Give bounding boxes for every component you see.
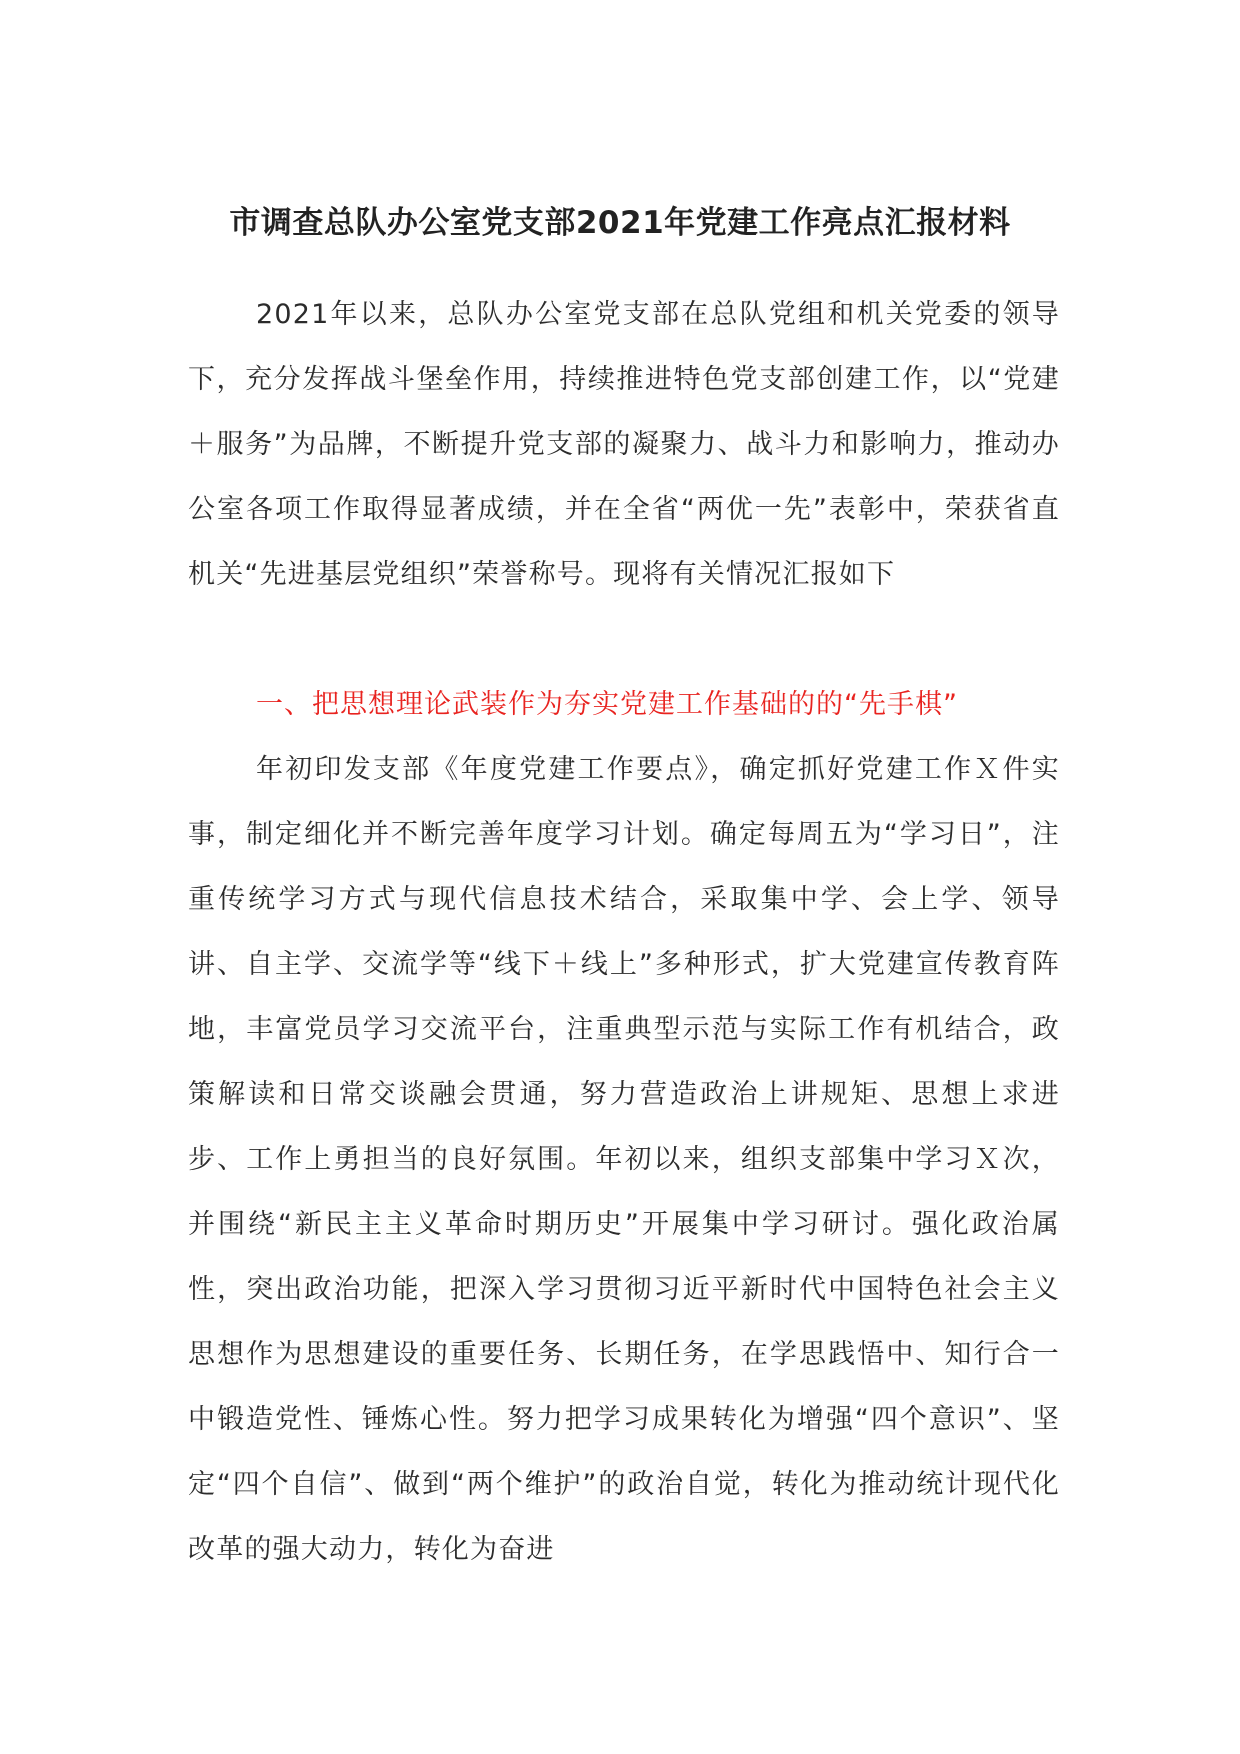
section-1-heading: 一、把思想理论武装作为夯实党建工作基础的的“先手棋” [256, 689, 958, 720]
section-1-paragraph: 年初印发支部《年度党建工作要点》，确定抓好党建工作Ｘ件实事，制定细化并不断完善年度学习计划。确定每周五为“学习日”，注重传统学习方式与现代信息技术结合，采取集中学、会上学、领导讲、自主学、交流学等“线下＋线上”多种形式，扩大党建宣传教育阵地，丰富党员学习交流平台，注重典型示范与实际工作有机结合，政策解读和日常交谈融会贯通，努力营造政治上讲规矩、思想上求进步、工作上勇担当的良好氛围。年初以来，组织支部集中学习Ｘ次，并围绕“新民主主义革命时期历史”开展集中学习研讨。强化政治属性，突出政治功能，把深入学习贯彻习近平新时代中国特色社会主义思想作为思想建设的重要任务、长期任务，在学思践悟中、知行合一中锻造党性、锤炼心性。努力把学习成果转化为增强“四个意识”、坚定“四个自信”、做到“两个维护”的政治自觉，转化为推动统计现代化改革的强大动力，转化为奋进 [188, 754, 1060, 1565]
intro-paragraph: 2021年以来，总队办公室党支部在总队党组和机关党委的领导下，充分发挥战斗堡垒作用，持续推进特色党支部创建工作，以“党建＋服务”为品牌，不断提升党支部的凝聚力、战斗力和影响力，推动办公室各项工作取得显著成绩，并在全省“两优一先”表彰中，荣获省直机关“先进基层党组织”荣誉称号。现将有关情况汇报如下 [188, 299, 1060, 590]
document-title: 市调查总队办公室党支部2021年党建工作亮点汇报材料 [229, 205, 1011, 241]
